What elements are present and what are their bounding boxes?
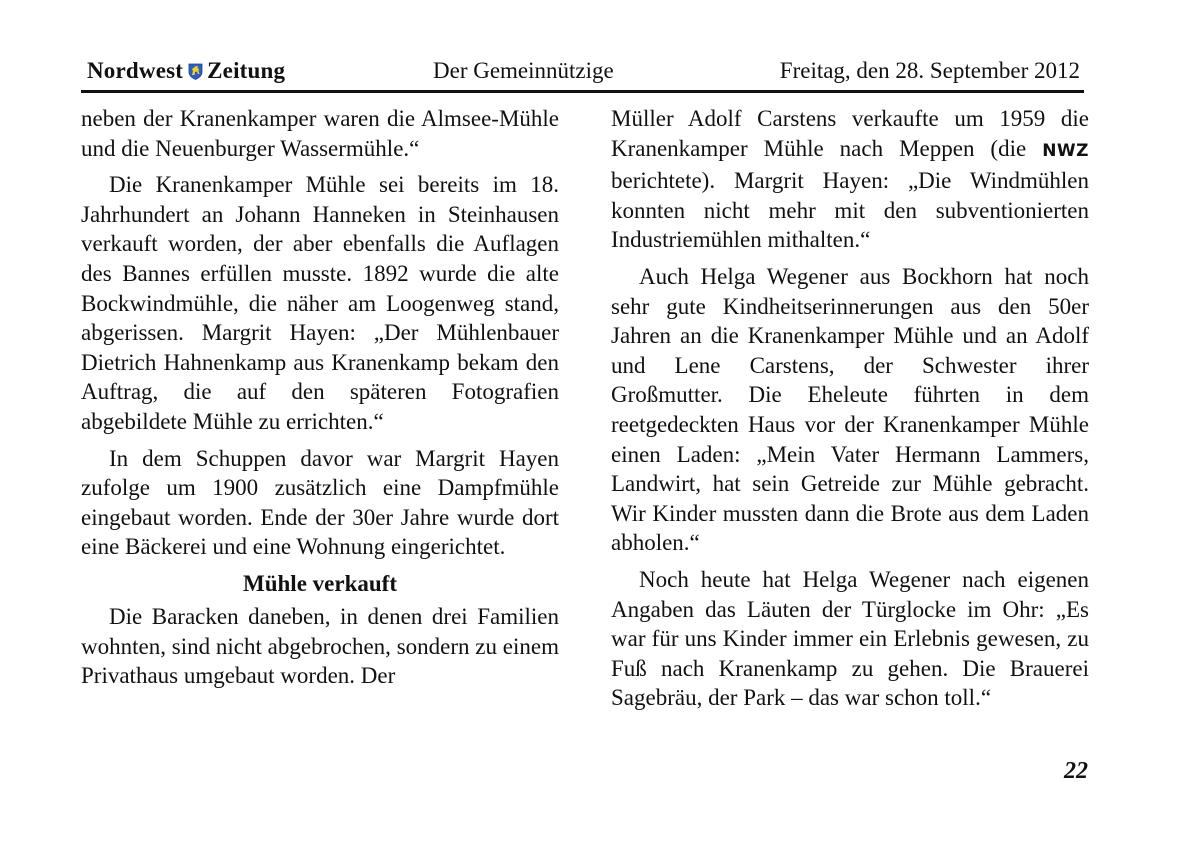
page-number: 22 xyxy=(1064,758,1088,784)
article-subheading: Mühle verkauft xyxy=(243,570,397,596)
section-title: Der Gemeinnützige xyxy=(433,58,614,83)
masthead-nordwest: Nordwest xyxy=(87,58,184,83)
article-paragraph: Auch Helga Wegener aus Bockhorn hat noch sehr gute Kindheitserinnerungen aus den 50er Jahren an die Kranenkamper Mühle und an Adolf und Lene Carstens, der Schwester ihrer Großmutter. Die Eheleute führten in dem reetgedeckten Haus vor der Kranenkamper Mühle einen Laden: „Mein Vater Hermann Lammers, Landwirt, hat sein Getreide zur Mühle gebracht. Wir Kinder mussten dann die Brote aus dem Laden abholen.“ xyxy=(611,263,1089,556)
article-paragraph: Die Kranenkamper Mühle sei bereits im 18. Jahrhundert an Johann Hanneken in Steinhausen verkauft worden, der aber ebenfalls die Auflagen des Bannes erfüllen musste. 1892 wurde die alte Bockwindmühle, die näher am Loogenweg stand, abgerissen. Margrit Hayen: „Der Mühlenbauer Dietrich Hahnenkamp aus Kranenkamp bekam den Auftrag, die auf den späteren Fotografien abgebildete Mühle zu errichten.“ xyxy=(81,172,559,434)
page-header xyxy=(81,56,1084,93)
article-column-left xyxy=(81,104,559,698)
article-paragraph: Die Baracken daneben, in denen drei Familien wohnten, sind nicht abgebrochen, sondern zu einem Privathaus umgebaut worden. Der xyxy=(81,603,559,689)
issue-date: Freitag, den 28. September 2012 xyxy=(779,58,1080,83)
article-column-right xyxy=(611,104,1089,720)
masthead-logo xyxy=(87,58,285,84)
paragraph-text: Müller Adolf Carstens verkaufte um 1959 die Kranenkamper Mühle nach Meppen (die xyxy=(611,106,1089,161)
article-paragraph: In dem Schuppen davor war Margrit Hayen zufolge um 1900 zusätzlich eine Dampfmühle eingebaut worden. Ende der 30er Jahre wurde dort eine Bäckerei und eine Wohnung eingerichtet. xyxy=(81,445,559,560)
nwz-brand-mention: NWZ xyxy=(1042,140,1089,161)
article-paragraph: neben der Kranenkamper waren die Almsee-Mühle und die Neuenburger Wassermühle.“ xyxy=(81,106,559,161)
article-paragraph xyxy=(611,104,1089,255)
coat-of-arms-icon xyxy=(188,63,203,80)
article-paragraph: Noch heute hat Helga Wegener nach eigenen Angaben das Läuten der Türglocke im Ohr: „Es war für uns Kinder immer ein Erlebnis gewesen, zu Fuß nach Kranenkamp zu gehen. Die Brauerei Sagebräu, der Park – das war schon toll.“ xyxy=(611,566,1089,711)
masthead-zeitung: Zeitung xyxy=(207,58,286,83)
paragraph-text: berichtete). Margrit Hayen: „Die Windmühlen konnten nicht mehr mit den subventionierten Industriemühlen mithalten.“ xyxy=(611,168,1089,253)
